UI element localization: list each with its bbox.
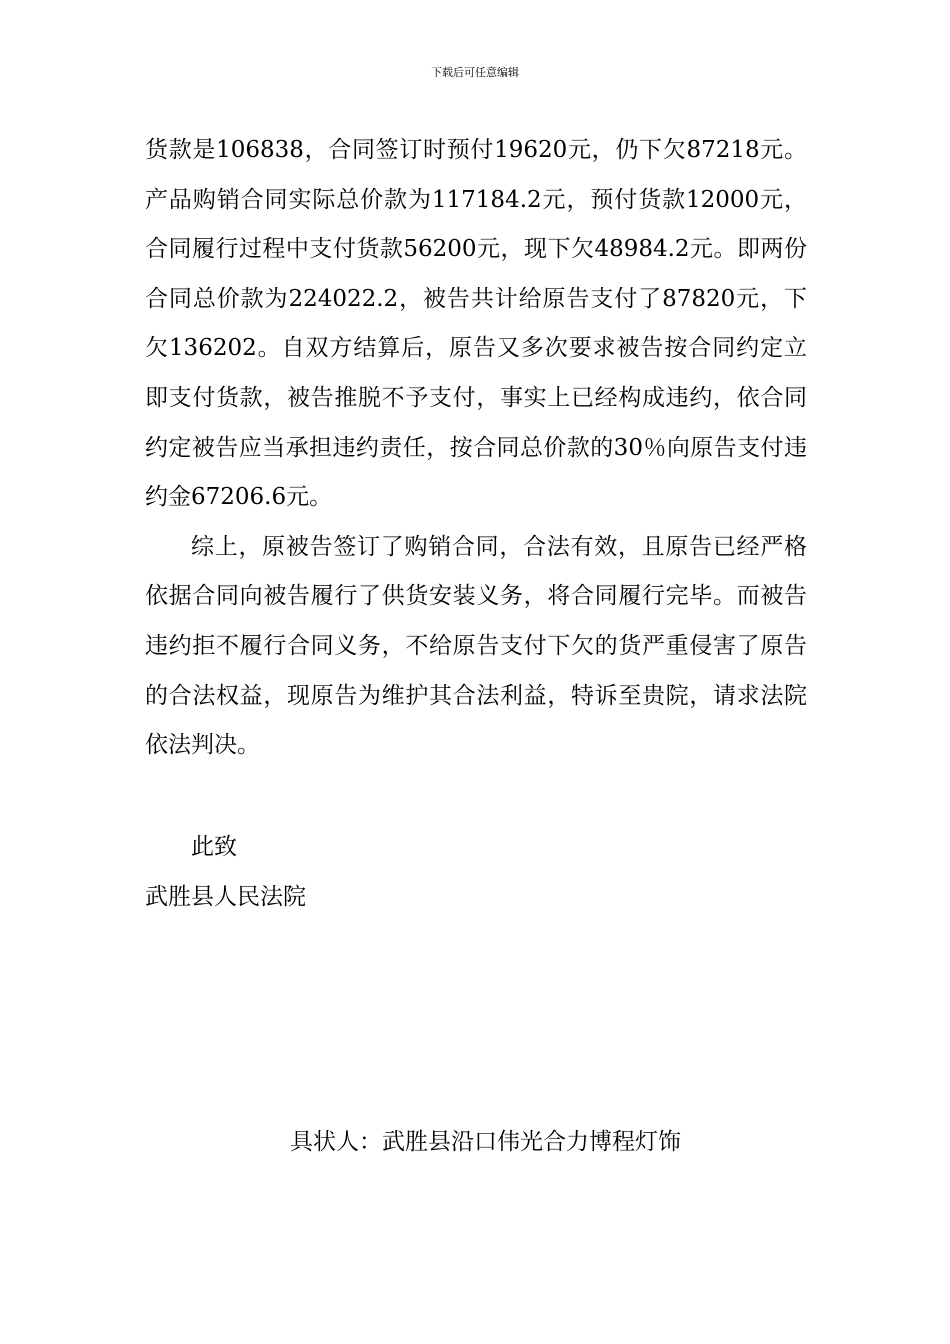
closing-recipient: 武胜县人民法院 <box>145 883 306 910</box>
complaint-body <box>145 126 807 771</box>
page-header-note: 下载后可任意编辑 <box>431 66 519 79</box>
closing-salutation: 此致 <box>191 834 237 860</box>
body-paragraph-2: 综上，原被告签订了购销合同，合法有效，且原告已经严格依据合同向被告履行了供货安装义务，将合同履行完毕。而被告违约拒不履行合同义务，不给原告支付下欠的货严重侵害了原告的合法权益，现原告为维护其合法利益，特诉至贵院，请求法院依法判决。 <box>145 533 807 759</box>
closing-block <box>145 823 306 922</box>
body-paragraph-1: 货款是106838，合同签订时预付19620元，仍下欠87218元。产品购销合同实际总价款为117184.2元，预付货款12000元，合同履行过程中支付货款56200元，现下欠48984.2元。即两份合同总价款为224022.2，被告共计给原告支付了87820元，下欠136202。自双方结算后，原告又多次要求被告按合同约定立即支付货款，被告推脱不予支付，事实上已经构成违约，依合同约定被告应当承担违约责任，按合同总价款的30％向原告支付违约金67206.6元。 <box>145 137 807 511</box>
signature-line: 具状人：武胜县沿口伟光合力博程灯饰 <box>290 1129 681 1155</box>
